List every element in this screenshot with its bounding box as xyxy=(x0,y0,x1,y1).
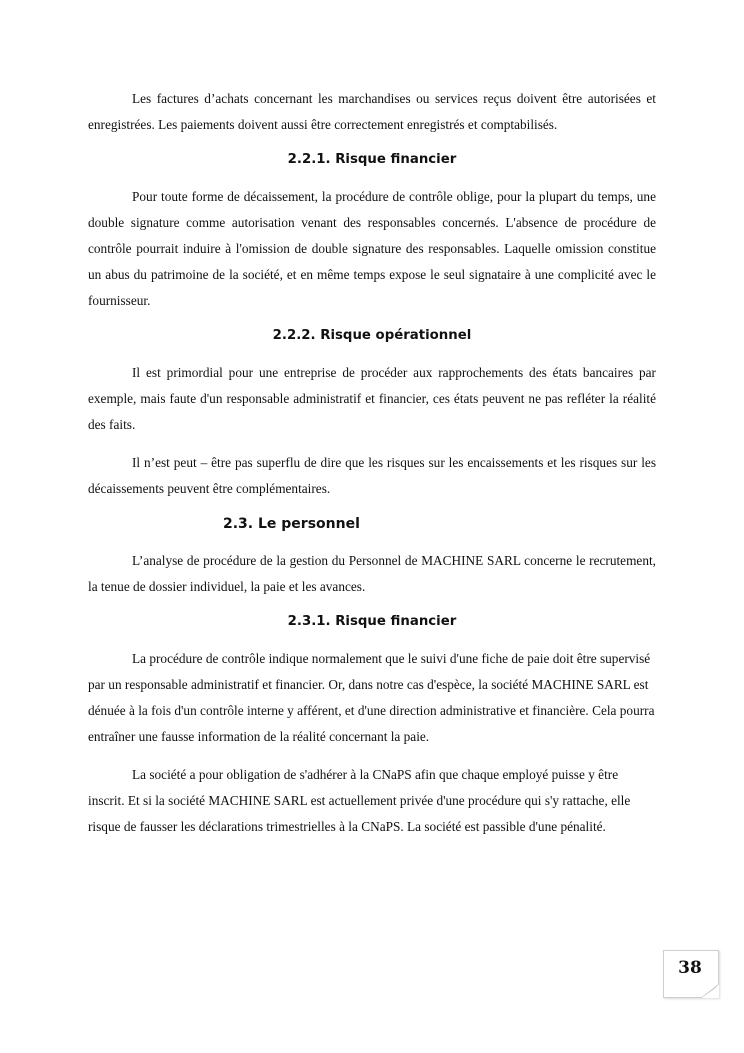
paragraph-cnaps-obligation: La société a pour obligation de s'adhérer à la CNaPS afin que chaque employé puisse y être inscrit. Et si la société MACHINE SARL est actuellement privée d'une procédure qui s'y rattache, elle risque de fausser les déclarations trimestrielles à la CNaPS. La société est passible d'une pénalité. xyxy=(88,767,631,834)
paragraph-payslip-control: La procédure de contrôle indique normalement que le suivi d'une fiche de paie doit être supervisé par un responsable administratif et financier. Or, dans notre cas d'espèce, la société MACHINE SARL est dénuée à la fois d'un contrôle interne y afférent, et d'une direction administrative et financière. Cela pourra entraîner une fausse information de la réalité concernant la paie. xyxy=(88,651,655,744)
page-content xyxy=(88,86,656,852)
heading-2-3-1: 2.3.1. Risque financier xyxy=(287,614,457,629)
paragraph-disbursement-control: Pour toute forme de décaissement, la procédure de contrôle oblige, pour la plupart du temps, une double signature comme autorisation venant des responsables concernés. L'absence de procédure de contrôle pourrait induire à l'omission de double signature des responsables. Laquelle omission constitue un abus du patrimoine de la société, et en même temps expose le seul signataire à une complicité avec le fournisseur. xyxy=(88,189,656,308)
heading-2-3: 2.3. Le personnel xyxy=(223,516,360,532)
paragraph-bank-reconciliation: Il est primordial pour une entreprise de procéder aux rapprochements des états bancaires par exemple, mais faute d'un responsable administratif et financier, ces états peuvent ne pas refléter la réalité des faits. xyxy=(88,365,656,432)
page-curl-icon xyxy=(701,984,719,998)
page-number: 38 xyxy=(678,958,702,978)
paragraph-purchase-invoices: Les factures d’achats concernant les marchandises ou services reçus doivent être autorisées et enregistrées. Les paiements doivent aussi être correctement enregistrés et comptabilisés. xyxy=(88,91,656,132)
paragraph-personnel-analysis: L’analyse de procédure de la gestion du Personnel de MACHINE SARL concerne le recrutement, la tenue de dossier individuel, la paie et les avances. xyxy=(88,553,656,594)
heading-2-2-2: 2.2.2. Risque opérationnel xyxy=(272,328,472,343)
paragraph-complementary-risks: Il n’est peut – être pas superflu de dire que les risques sur les encaissements et les risques sur les décaissements peuvent être complémentaires. xyxy=(88,455,656,496)
page-number-box xyxy=(663,950,719,998)
heading-2-2-1: 2.2.1. Risque financier xyxy=(287,152,457,167)
